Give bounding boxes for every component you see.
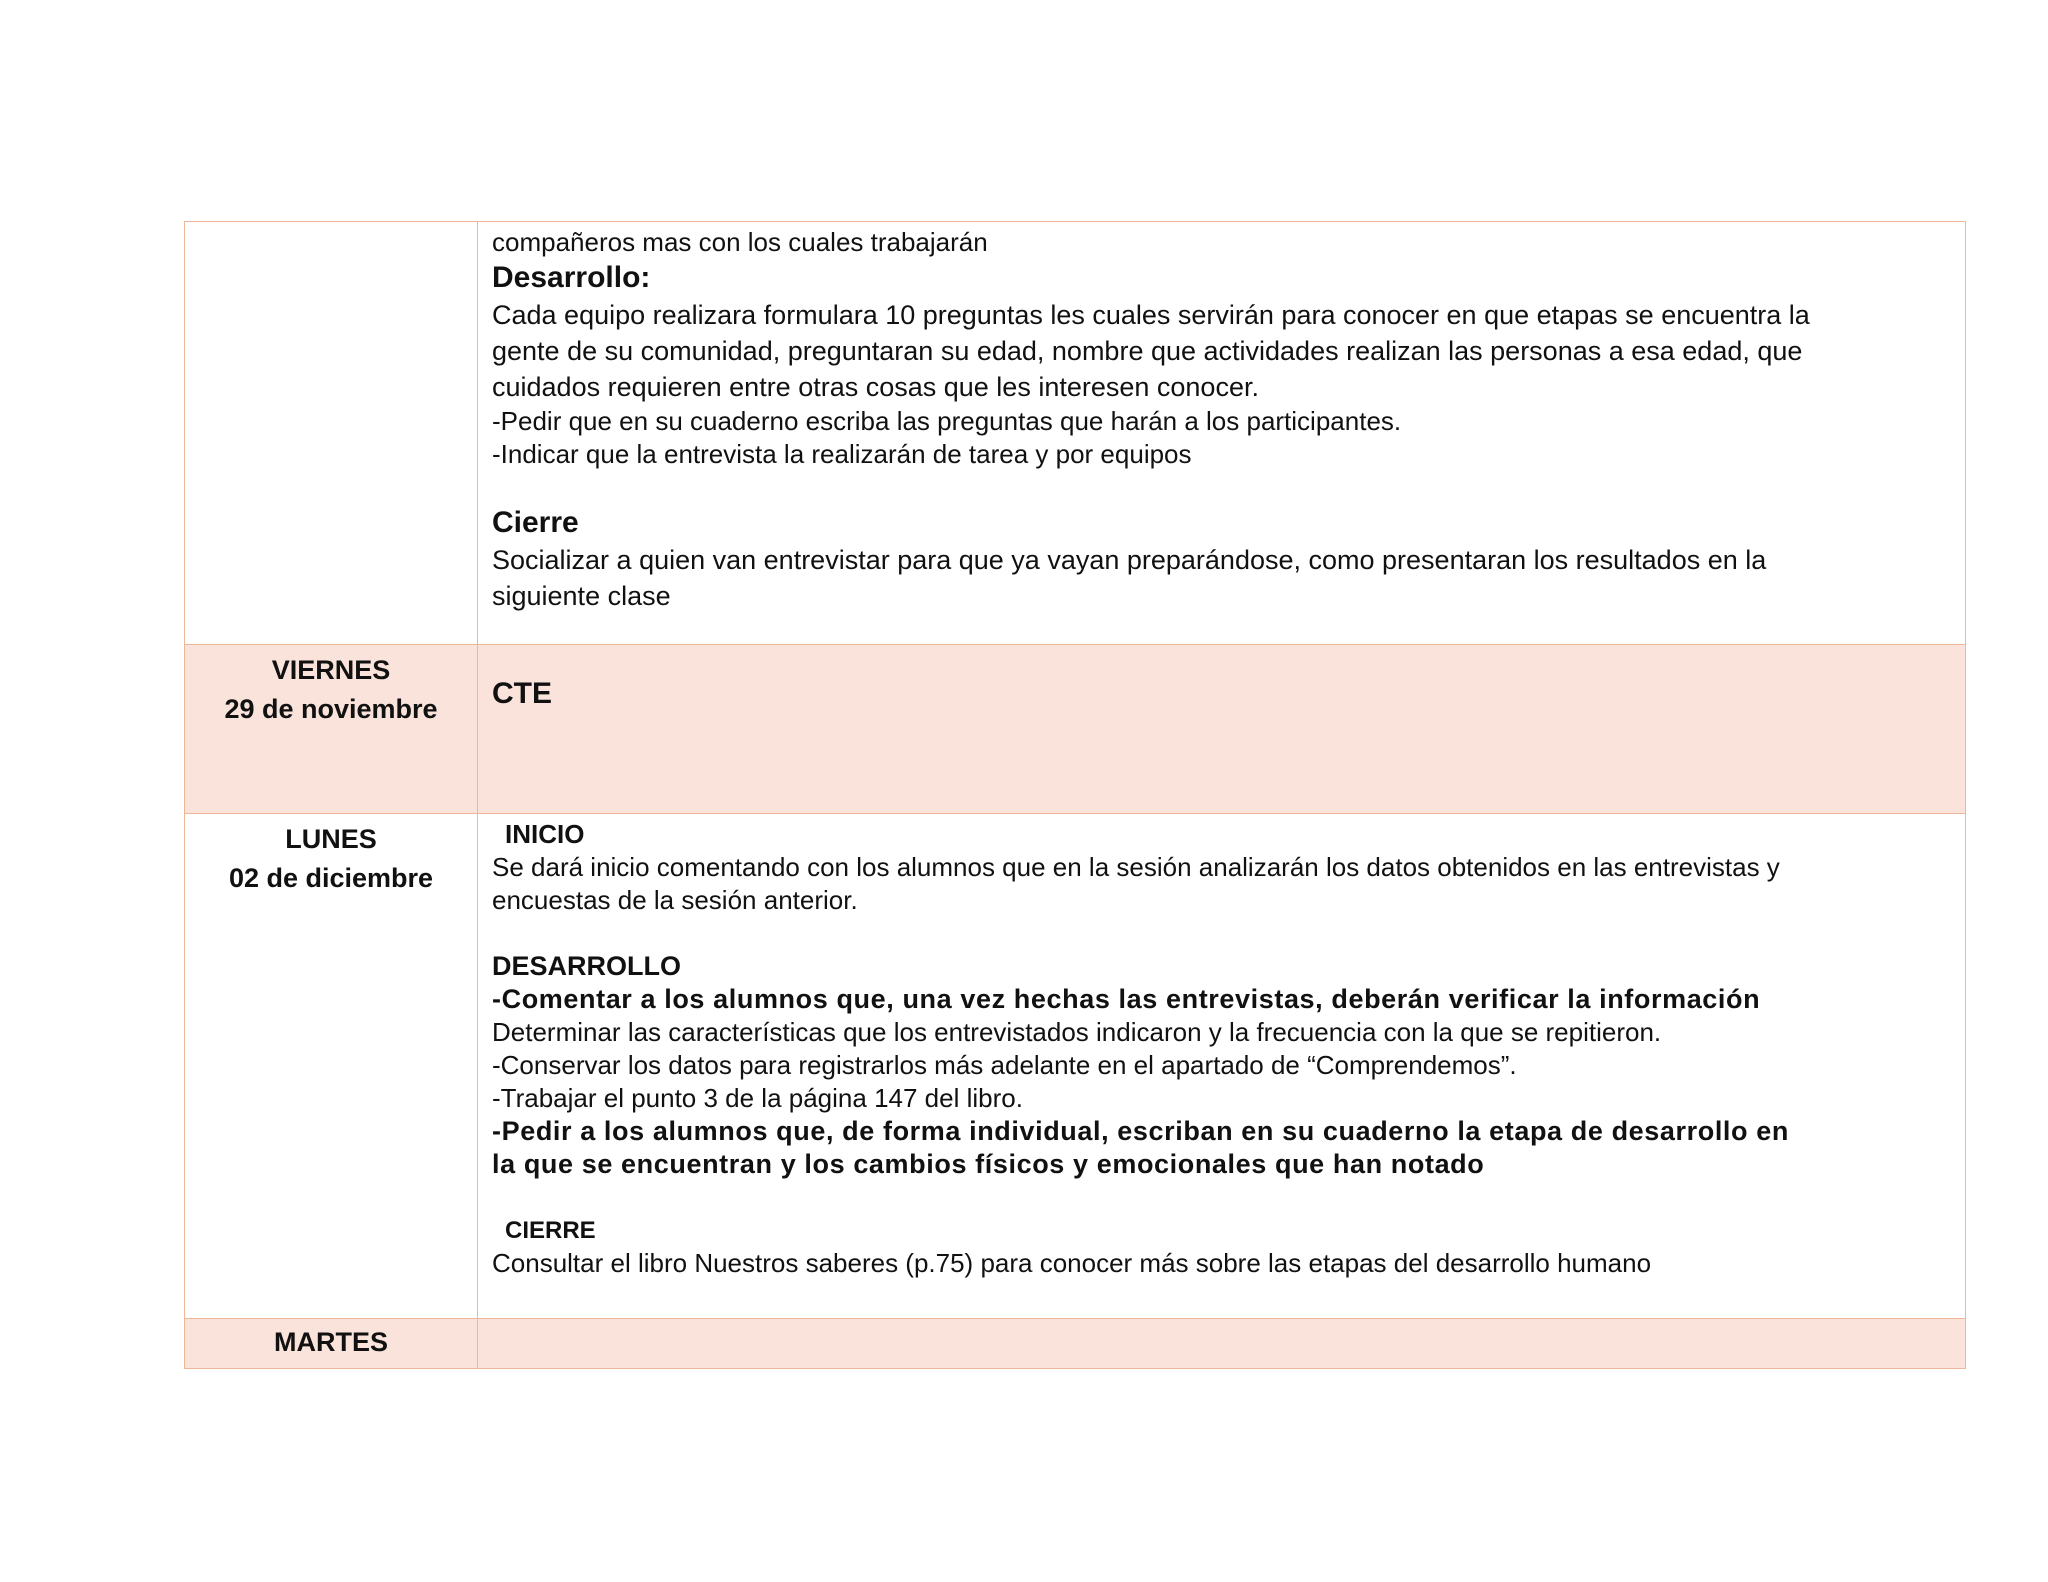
section-heading-cierre: CIERRE — [505, 1217, 596, 1244]
text-line: encuestas de la sesión anterior. — [492, 885, 858, 915]
content-cell — [478, 222, 1966, 645]
day-name: MARTES — [274, 1327, 388, 1357]
content-cell — [478, 645, 1966, 814]
text-line: Cada equipo realizara formulara 10 preguntas les cuales servirán para conocer en que etapas se encuentra la — [492, 300, 1810, 330]
day-name: VIERNES — [271, 655, 391, 685]
text-line: siguiente clase — [492, 581, 671, 611]
text-line: -Conservar los datos para registrarlos más adelante en el apartado de “Comprendemos”. — [492, 1050, 1517, 1080]
day-cell — [185, 814, 478, 1319]
table-row — [185, 222, 1966, 645]
lesson-plan-table — [184, 221, 1966, 1369]
content-cell-empty — [478, 1319, 1966, 1369]
table-row — [185, 814, 1966, 1319]
section-heading-desarrollo: DESARROLLO — [492, 951, 681, 981]
bold-line: -Pedir a los alumnos que, de forma individual, escriban en su cuaderno la etapa de desarrollo en — [492, 1116, 1789, 1146]
day-date: 02 de diciembre — [228, 863, 434, 893]
text-line: Determinar las características que los entrevistados indicaron y la frecuencia con la que se repitieron. — [492, 1017, 1662, 1047]
text-line: compañeros mas con los cuales trabajarán — [492, 227, 988, 257]
cte-label: CTE — [492, 677, 552, 710]
day-cell-empty — [185, 222, 478, 645]
text-line: cuidados requieren entre otras cosas que les interesen conocer. — [492, 372, 1259, 402]
bold-line: -Comentar a los alumnos que, una vez hechas las entrevistas, deberán verificar la información — [492, 984, 1761, 1014]
table-row — [185, 1319, 1966, 1369]
section-heading-desarrollo: Desarrollo: — [492, 261, 651, 294]
day-date: 29 de noviembre — [224, 694, 438, 724]
table-row — [185, 645, 1966, 814]
day-name: LUNES — [285, 824, 377, 854]
day-cell — [185, 1319, 478, 1369]
text-line: -Trabajar el punto 3 de la página 147 del libro. — [492, 1083, 1023, 1113]
section-heading-inicio: INICIO — [505, 819, 585, 849]
text-line: Consultar el libro Nuestros saberes (p.75) para conocer más sobre las etapas del desarrollo humano — [492, 1248, 1652, 1278]
bullet-line: -Pedir que en su cuaderno escriba las preguntas que harán a los participantes. — [492, 406, 1402, 436]
text-line: gente de su comunidad, preguntaran su edad, nombre que actividades realizan las personas a esa edad, que — [492, 336, 1803, 366]
text-line: Se dará inicio comentando con los alumnos que en la sesión analizarán los datos obtenidos en las entrevistas y — [492, 852, 1780, 882]
content-cell — [478, 814, 1966, 1319]
day-cell — [185, 645, 478, 814]
text-line: Socializar a quien van entrevistar para que ya vayan preparándose, como presentaran los resultados en la — [492, 545, 1767, 575]
bullet-line: -Indicar que la entrevista la realizarán de tarea y por equipos — [492, 439, 1192, 469]
section-heading-cierre: Cierre — [492, 506, 579, 539]
bold-line: la que se encuentran y los cambios físicos y emocionales que han notado — [492, 1149, 1485, 1179]
